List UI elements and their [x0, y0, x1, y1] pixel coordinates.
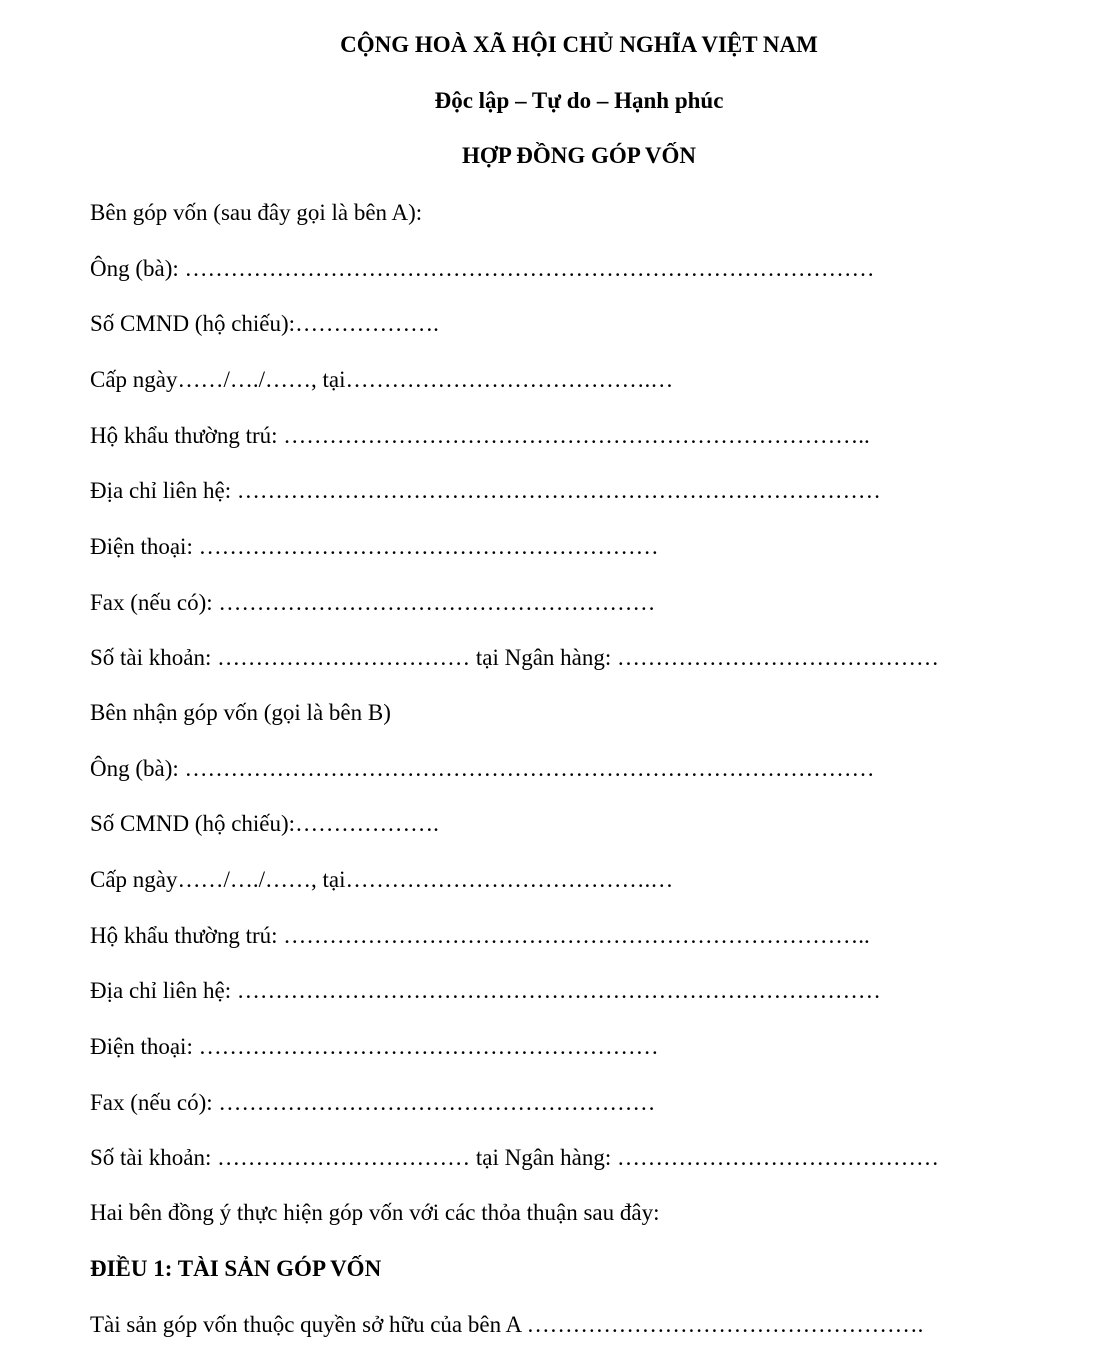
party-a-id-field: Số CMND (hộ chiếu):………………. — [90, 311, 439, 336]
party-b-id-field: Số CMND (hộ chiếu):………………. — [90, 811, 439, 836]
party-b-residence-field: Hộ khẩu thường trú: ………………………………………………………………….. — [90, 923, 870, 948]
article-1-title: ĐIỀU 1: TÀI SẢN GÓP VỐN — [90, 1256, 382, 1281]
party-b-fax-field: Fax (nếu có): ………………………………………………… — [90, 1090, 656, 1115]
party-b-bank-field: Số tài khoản: …………………………… tại Ngân hàng: …………………………………… — [90, 1145, 940, 1170]
document-title: HỢP ĐỒNG GÓP VỐN — [461, 143, 697, 168]
party-b-issued-field: Cấp ngày……/…./……, tại………………………………….… — [90, 867, 674, 892]
article-1-text: Tài sản góp vốn thuộc quyền sở hữu của bên A ……………………………………………. — [90, 1312, 924, 1337]
party-a-residence-field: Hộ khẩu thường trú: ………………………………………………………………….. — [90, 423, 870, 448]
party-a-bank-field: Số tài khoản: …………………………… tại Ngân hàng: …………………………………… — [90, 645, 940, 670]
agreement-statement: Hai bên đồng ý thực hiện góp vốn với các thỏa thuận sau đây: — [90, 1200, 660, 1225]
party-a-fax-field: Fax (nếu có): ………………………………………………… — [90, 590, 656, 615]
party-a-phone-field: Điện thoại: …………………………………………………… — [90, 534, 659, 559]
party-a-name-field: Ông (bà): ……………………………………………………………………………… — [90, 256, 875, 281]
party-a-address-field: Địa chỉ liên hệ: ………………………………………………………………………… — [90, 478, 881, 503]
nation-heading: CỘNG HOÀ XÃ HỘI CHỦ NGHĨA VIỆT NAM — [340, 32, 818, 57]
party-a-heading: Bên góp vốn (sau đây gọi là bên A): — [90, 200, 423, 225]
party-a-issued-field: Cấp ngày……/…./……, tại………………………………….… — [90, 367, 674, 392]
party-b-phone-field: Điện thoại: …………………………………………………… — [90, 1034, 659, 1059]
party-b-name-field: Ông (bà): ……………………………………………………………………………… — [90, 756, 875, 781]
party-b-address-field: Địa chỉ liên hệ: ………………………………………………………………………… — [90, 978, 881, 1003]
party-b-heading: Bên nhận góp vốn (gọi là bên B) — [90, 700, 391, 725]
motto: Độc lập – Tự do – Hạnh phúc — [434, 88, 724, 113]
